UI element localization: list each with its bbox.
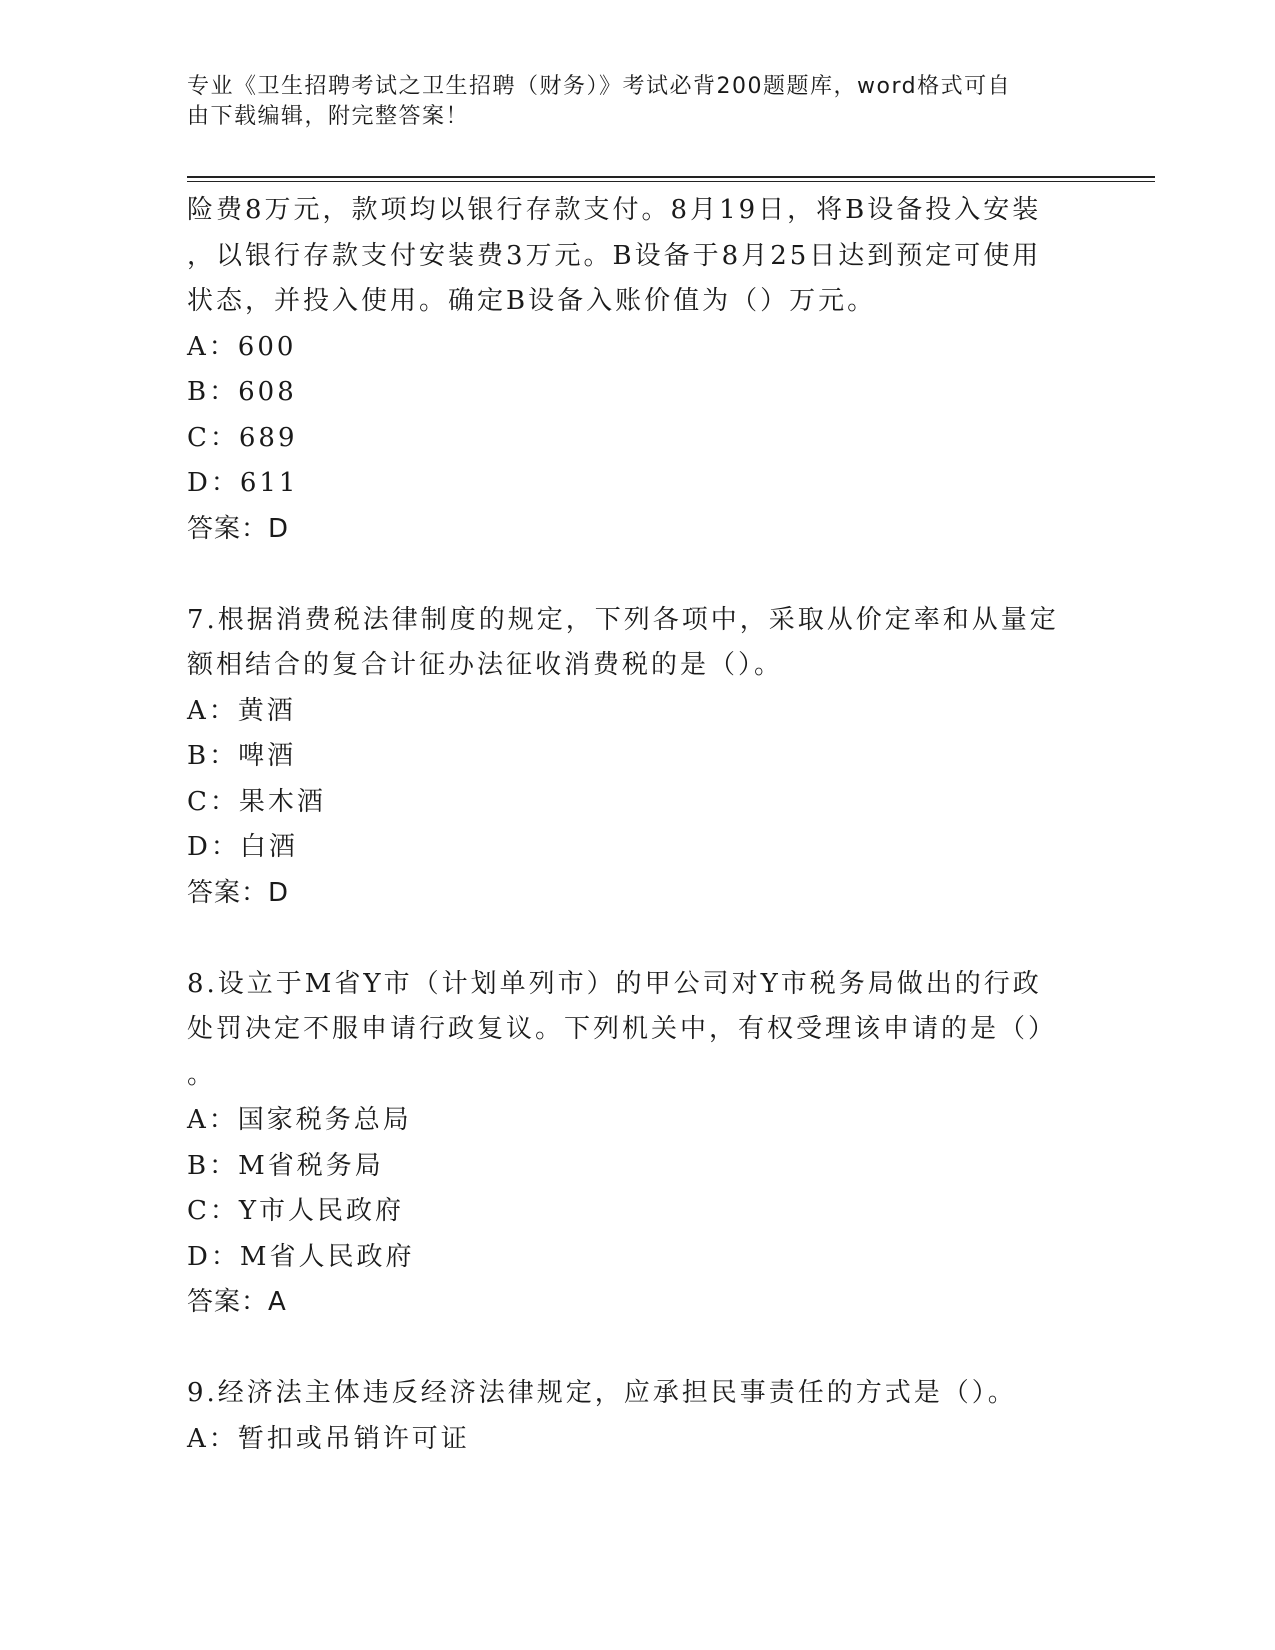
question-stem xyxy=(187,962,1067,1099)
option-a: A：暂扣或吊销许可证 xyxy=(187,1423,470,1454)
option-d: D：白酒 xyxy=(187,832,298,862)
stem-line: 8.设立于M省Y市（计划单列市）的甲公司对Y市税务局做出的行政 xyxy=(187,968,1042,999)
stem-line: 状态，并投入使用。确定B设备入账价值为（）万元。 xyxy=(187,286,877,316)
spacer xyxy=(187,916,1067,962)
stem-line: ，以银行存款支付安装费3万元。B设备于8月25日达到预定可使用 xyxy=(187,240,1042,271)
question-9 xyxy=(187,1371,1067,1462)
stem-line: 额相结合的复合计征办法征收消费税的是（）。 xyxy=(187,650,784,680)
answer-line: 答案：D xyxy=(187,513,290,544)
option-d: D：611 xyxy=(187,468,299,498)
stem-line: 7.根据消费税法律制度的规定，下列各项中，采取从价定率和从量定 xyxy=(187,604,1059,635)
option-c: C：Y市人民政府 xyxy=(187,1196,405,1226)
question-continued xyxy=(187,188,1067,552)
question-stem xyxy=(187,188,1067,325)
stem-line: 处罚决定不服申请行政复议。下列机关中，有权受理该申请的是（） xyxy=(187,1014,1058,1044)
answer-line: 答案：A xyxy=(187,1287,287,1317)
question-7 xyxy=(187,598,1067,917)
header-rule-thin xyxy=(187,181,1155,182)
header-title-line-1: 专业《卫生招聘考试之卫生招聘（财务）》考试必背200题题库，word格式可自 xyxy=(187,74,1012,99)
header-rule-thick xyxy=(187,176,1155,178)
spacer xyxy=(187,552,1067,598)
stem-line: 。 xyxy=(187,1059,217,1090)
spacer xyxy=(187,1326,1067,1372)
header-title-line-2: 由下载编辑，附完整答案！ xyxy=(187,104,470,129)
option-d: D：M省人民政府 xyxy=(187,1241,415,1272)
answer-line: 答案：D xyxy=(187,877,290,908)
stem-line: 险费8万元，款项均以银行存款支付。8月19日，将B设备投入安装 xyxy=(187,195,1042,225)
option-b: B：M省税务局 xyxy=(187,1150,384,1181)
question-8 xyxy=(187,962,1067,1326)
option-c: C：689 xyxy=(187,422,298,453)
question-stem xyxy=(187,598,1067,689)
stem-line: 9.经济法主体违反经济法律规定，应承担民事责任的方式是（）。 xyxy=(187,1378,1017,1408)
option-b: B：608 xyxy=(187,377,297,407)
document-header xyxy=(187,72,1067,132)
option-a: A：黄酒 xyxy=(187,695,296,726)
option-a: A：600 xyxy=(187,331,297,362)
option-c: C：果木酒 xyxy=(187,786,326,817)
option-b: B：啤酒 xyxy=(187,741,297,771)
question-list xyxy=(187,188,1067,1462)
option-a: A：国家税务总局 xyxy=(187,1105,412,1135)
question-stem xyxy=(187,1371,1067,1417)
